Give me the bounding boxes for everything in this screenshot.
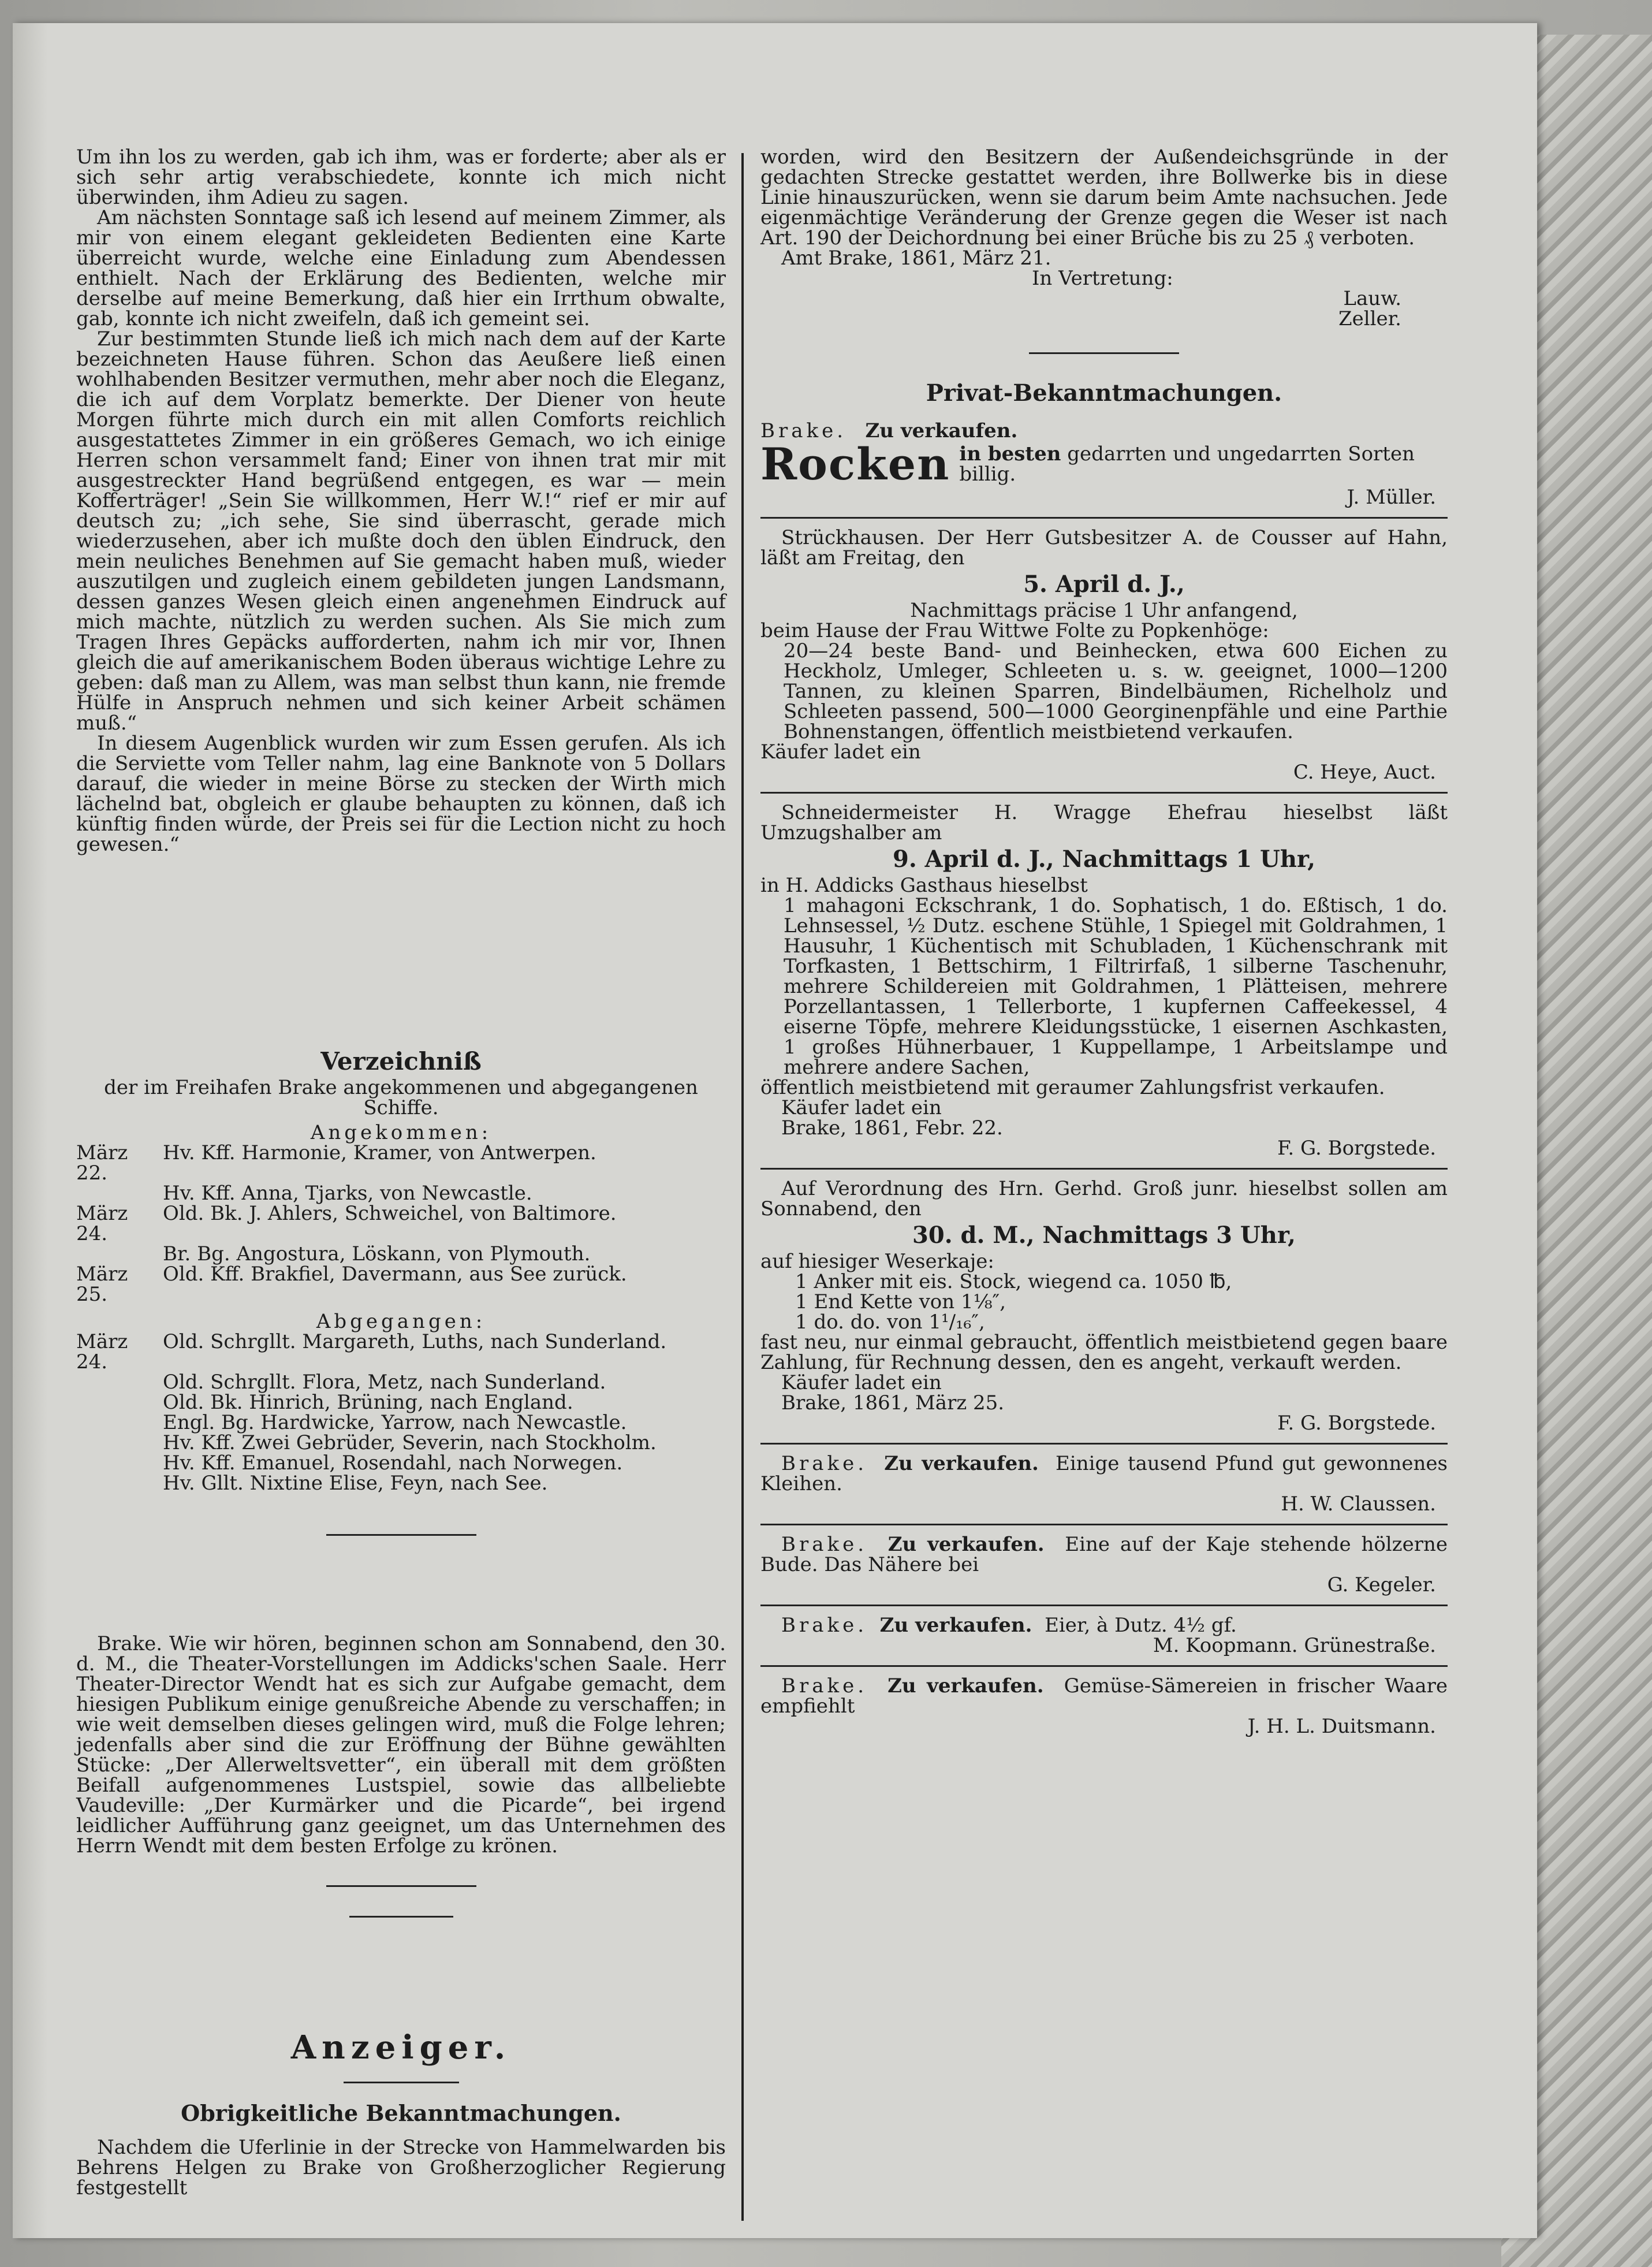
ship-row: Hv. Kff. Anna, Tjarks, von Newcastle. xyxy=(163,1182,532,1205)
story-paragraph: Am nächsten Sonntage saß ich lesend auf meinem Zimmer, als mir von einem elegant gekleideten Bedienten eine Karte überreicht wurde, welche eine Einladung zum Abendessen enthielt. Nach der Erklärung des Bedienten, welche mir derselbe auf meine Bemerkung, daß hier ein Irrthum obwalte, gab, konnte ich nicht zweifeln, daß ich gemeint sei. xyxy=(76,206,726,330)
newspaper-page xyxy=(13,23,1537,2238)
divider-rule xyxy=(760,1168,1448,1170)
ad-rocken-title: Brake. Zu verkaufen. xyxy=(760,419,1018,442)
ad-signature: M. Koopmann. Grünestraße. xyxy=(1153,1634,1436,1657)
ship-row: Hv. Kff. Zwei Gebrüder, Severin, nach Stockholm. xyxy=(163,1431,657,1454)
official-heading: Obrigkeitliche Bekanntmachungen. xyxy=(181,2100,621,2126)
ad-eier: Brake. Zu verkaufen. Eier, à Dutz. 4½ gf. xyxy=(781,1614,1237,1637)
story-paragraph: In diesem Augenblick wurden wir zum Essen gerufen. Als ich die Serviette vom Teller nahm, lag eine Banknote von 5 Dollars darauf, die wieder in meine Börse zu stecken der Wirth mich lächelnd bat, obgleich er glaube behaupten zu können, daß ich künftig finden würde, der Preis sei für die Lection nicht zu hoch gewesen.“ xyxy=(76,732,726,856)
divider-rule xyxy=(326,1534,476,1536)
ad-anchor-terms: fast neu, nur einmal gebraucht, öffentlich meistbietend gegen baare Zahlung, für Rechnung dessen, den es angeht, verkauft werden. xyxy=(760,1331,1448,1374)
ship-row: März 25. Old. Kff. Brakfiel, Davermann, aus See zurück. xyxy=(76,1263,627,1306)
departed-list xyxy=(76,1332,726,1494)
spacer xyxy=(76,855,726,1045)
ad-furniture-terms: öffentlich meistbietend mit geraumer Zahlungsfrist verkaufen. xyxy=(760,1076,1385,1099)
left-column xyxy=(76,147,726,2198)
ad-signature: J. Müller. xyxy=(1347,486,1436,509)
divider-rule xyxy=(760,792,1448,794)
official-notice-start: Nachdem die Uferlinie in der Strecke von Hammelwarden bis Behrens Helgen zu Brake von Großherzoglicher Regierung festgestellt xyxy=(76,2136,726,2199)
ad-anchor-items xyxy=(760,1272,1448,1332)
ad-furniture-intro: Schneidermeister H. Wragge Ehefrau hieselbst läßt Umzugshalber am xyxy=(760,801,1448,844)
private-heading: Privat-Bekanntmachungen. xyxy=(926,379,1282,407)
ad-signature: H. W. Claussen. xyxy=(1281,1492,1436,1516)
divider-rule xyxy=(326,1885,476,1887)
official-signature: Zeller. xyxy=(1338,307,1401,330)
ship-row: Hv. Gllt. Nixtine Elise, Feyn, nach See. xyxy=(163,1472,548,1495)
divider-rule xyxy=(760,517,1448,519)
ship-row: Old. Schrgllt. Flora, Metz, nach Sunderland. xyxy=(163,1371,606,1394)
ad-bude: Brake. Zu verkaufen. Eine auf der Kaje stehende hölzerne Bude. Das Nähere bei xyxy=(760,1533,1448,1576)
official-vertretung: In Vertretung: xyxy=(1032,267,1173,290)
ad-signature: C. Heye, Auct. xyxy=(1293,761,1436,784)
divider-rule xyxy=(760,1605,1448,1606)
ad-signature: J. H. L. Duitsmann. xyxy=(1247,1715,1436,1738)
ad-signature: F. G. Borgstede. xyxy=(1277,1412,1436,1435)
right-column xyxy=(760,147,1448,1737)
anzeiger-heading: Anzeiger. xyxy=(290,2028,512,2067)
divider-rule xyxy=(344,2082,459,2083)
divider-rule xyxy=(349,1916,453,1918)
ad-signature: G. Kegeler. xyxy=(1327,1573,1436,1596)
story-paragraph: Um ihn los zu werden, gab ich ihm, was er forderte; aber als er sich sehr artig verabschiedete, konnte ich mich nicht überwinden, ihm Adieu zu sagen. xyxy=(76,146,726,209)
ad-auction-buyers: Käufer ladet ein xyxy=(760,740,921,764)
arrived-list xyxy=(76,1143,726,1305)
rocken-word: Rocken xyxy=(760,438,950,490)
divider-rule xyxy=(760,1665,1448,1667)
ad-auction-location: beim Hause der Frau Wittwe Folte zu Popkenhöge: xyxy=(760,619,1269,642)
official-place: Amt Brake, 1861, März 21. xyxy=(781,247,1051,270)
divider-rule xyxy=(760,1524,1448,1525)
ad-signature: F. G. Borgstede. xyxy=(1277,1137,1436,1160)
ad-saemereien: Brake. Zu verkaufen. Gemüse-Sämereien in frischer Waare empfiehlt xyxy=(760,1674,1448,1718)
ship-row: Br. Bg. Angostura, Löskann, von Plymouth. xyxy=(163,1242,591,1265)
official-signature: Lauw. xyxy=(1343,287,1401,310)
ad-kleihen: Brake. Zu verkaufen. Einige tausend Pfund gut gewonnenes Kleihen. xyxy=(760,1452,1448,1495)
ship-row: März 24. Old. Bk. J. Ahlers, Schweichel, von Baltimore. xyxy=(76,1202,617,1245)
divider-rule xyxy=(1029,352,1179,354)
official-notice-cont: worden, wird den Besitzern der Außendeichsgründe in der gedachten Strecke gestattet werden, ihre Bollwerke bis in diese Linie hinauszurücken, wenn sie darum beim Amte nachsuchen. Jede eigenmächtige Veränderung der Grenze gegen die Weser ist nach Art. 190 der Deichordnung bei einer Brüche bis zu 25 ₰ verboten. xyxy=(760,146,1448,250)
ad-anchor-location: auf hiesiger Weserkaje: xyxy=(760,1250,994,1273)
list-item: 1 Anker mit eis. Stock, wiegend ca. 1050 ℔, xyxy=(795,1270,1232,1293)
ad-anchor-intro: Auf Verordnung des Hrn. Gerhd. Groß junr. hieselbst sollen am Sonnabend, den xyxy=(760,1177,1448,1220)
ships-title: Verzeichniß xyxy=(320,1047,482,1075)
theatre-notice: Brake. Wie wir hören, beginnen schon am Sonnabend, den 30. d. M., die Theater-Vorstellungen im Addicks'schen Saale. Herr Theater-Director Wendt hat es sich zur Aufgabe gemacht, dem hiesigen Publikum einige genußreiche Abende zu verschaffen; in wie weit demselben dieses gelingen wird, muß die Folge lehren; jedenfalls aber sind die zur Eröffnung der Bühne gewählten Stücke: „Der Allerweltsvetter“, ein überall mit dem größten Beifall aufgenommenes Lustspiel, sowie das allbeliebte Vaudeville: „Der Kurmärker und die Picarde“, bei irgend leidlicher Aufführung ganz geeignet, um das Unternehmen des Herrn Wendt mit dem besten Erfolge zu krönen. xyxy=(76,1632,726,1857)
divider-rule xyxy=(760,1443,1448,1445)
ship-row: Engl. Bg. Hardwicke, Yarrow, nach Newcastle. xyxy=(163,1411,627,1434)
ad-furniture-body: 1 mahagoni Eckschrank, 1 do. Sophatisch, 1 do. Eßtisch, 1 do. Lehnsessel, ½ Dutz. eschene Stühle, 1 Spiegel mit Goldrahmen, 1 Hausuhr, 1 Küchentisch mit Schubladen, 1 Küchenschrank mit Torfkasten, 1 Bettschirm, 1 Filtrirfaß, 1 silberne Taschenuhr, mehrere Schildereien mit Goldrahmen, 1 Plätteisen, mehrere Porzellantassen, 1 Tellerborte, 1 kupfernen Caffeekessel, 4 eiserne Töpfe, mehrere Kleidungsstücke, 1 eisernen Aschkasten, 1 großes Hühnerbauer, 1 Kuppellampe, 1 Arbeitslampe und mehrere andere Sachen, xyxy=(784,894,1448,1079)
ad-furniture-buyers: Käufer ladet ein xyxy=(781,1096,942,1119)
ad-anchor-place: Brake, 1861, März 25. xyxy=(781,1391,1005,1414)
list-item: 1 End Kette von 1⅛″, xyxy=(795,1290,1006,1313)
ships-subtitle: der im Freihafen Brake angekommenen und abgegangenen Schiffe. xyxy=(104,1076,698,1119)
ad-rocken-body: Rocken in besten gedarrten und ungedarrten Sorten billig. xyxy=(760,438,1415,490)
ad-anchor-buyers: Käufer ladet ein xyxy=(781,1371,942,1394)
list-item: 1 do. do. von 1¹/₁₆″, xyxy=(795,1311,985,1334)
ad-auction-time: Nachmittags präcise 1 Uhr anfangend, xyxy=(910,599,1298,622)
ship-row: Hv. Kff. Emanuel, Rosendahl, nach Norwegen. xyxy=(163,1451,623,1475)
ad-auction-date: 5. April d. J., xyxy=(1023,571,1185,598)
ship-row: Old. Bk. Hinrich, Brüning, nach England. xyxy=(163,1391,573,1414)
ship-row: März 24. Old. Schrgllt. Margareth, Luths, nach Sunderland. xyxy=(76,1330,667,1373)
departed-label: Abgegangen: xyxy=(316,1310,486,1333)
column-divider xyxy=(741,153,744,2221)
ad-furniture-place: Brake, 1861, Febr. 22. xyxy=(781,1116,1003,1140)
ad-furniture-location: in H. Addicks Gasthaus hieselbst xyxy=(760,874,1088,897)
arrived-label: Angekommen: xyxy=(310,1121,492,1144)
ad-furniture-date: 9. April d. J., Nachmittags 1 Uhr, xyxy=(892,846,1316,873)
ad-anchor-date: 30. d. M., Nachmittags 3 Uhr, xyxy=(912,1222,1296,1249)
ad-auction-body: 20—24 beste Band- und Beinhecken, etwa 600 Eichen zu Heckholz, Umleger, Schleeten u. s. w. geeignet, 1000—1200 Tannen, zu kleinen Sparren, Bindelbäumen, Richelholz und Schleeten passend, 500—1000 Georginenpfähle und eine Parthie Bohnenstangen, öffentlich meistbietend verkaufen. xyxy=(784,639,1448,743)
ship-row: März 22. Hv. Kff. Harmonie, Kramer, von Antwerpen. xyxy=(76,1141,596,1185)
story-paragraph: Zur bestimmten Stunde ließ ich mich nach dem auf der Karte bezeichneten Hause führen. Schon das Aeußere ließ einen wohlhabenden Besitzer vermuthen, mehr aber noch die Eleganz, die ich auf dem Vorplatz bemerkte. Der Diener von heute Morgen führte mich durch ein mit allen Comforts reichlich ausgestattetes Zimmer in ein größeres Gemach, wo ich einige Herren schon versammelt fand; Einer von ihnen trat mir mit ausgestreckter Hand begrüßend entgegen, es war — mein Kofferträger! „Sein Sie willkommen, Herr W.!“ rief er mir auf deutsch zu; „ich sehe, Sie sind überrascht, gerade mich wiederzusehen, aber ich mußte doch den üblen Eindruck, den mein neuliches Benehmen auf Sie gemacht haben muß, wieder auszutilgen und zugleich einem gebildeten jungen Landsmann, dessen ganzes Wesen gleich einen angenehmen Eindruck auf mich machte, nützlich zu werden suchen. Als Sie mich zum Tragen Ihres Gepäcks aufforderten, nahm ich mir vor, Ihnen gleich die auf amerikanischem Boden überaus wichtige Lehre zu geben: daß man zu Allem, was man selbst thun kann, nie fremde Hülfe in Anspruch nehmen und sich keiner Arbeit schämen muß.“ xyxy=(76,327,726,735)
ad-auction-intro: Strückhausen. Der Herr Gutsbesitzer A. de Cousser auf Hahn, läßt am Freitag, den xyxy=(760,526,1448,569)
